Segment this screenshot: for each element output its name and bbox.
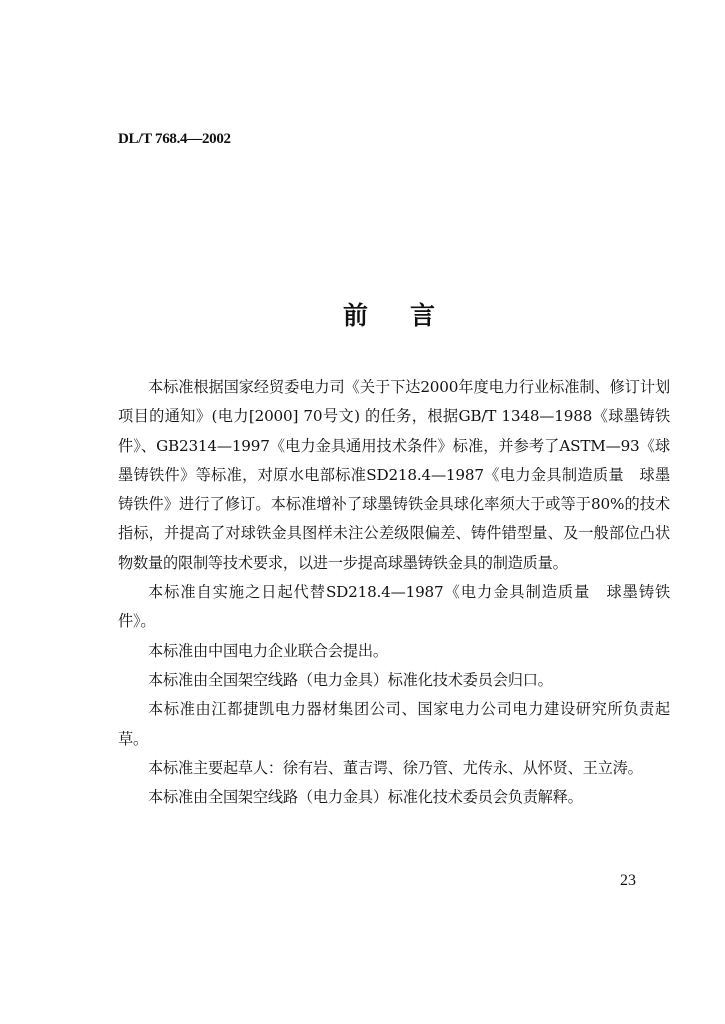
title-char-2: 言 [410, 301, 436, 330]
title-char-1: 前 [343, 301, 369, 330]
paragraph-drafted-by: 本标准由江都捷凯电力器材集团公司、国家电力公司电力建设研究所负责起草。 [118, 700, 670, 748]
paragraph-centralized-by: 本标准由全国架空线路（电力金具）标准化技术委员会归口。 [148, 670, 553, 689]
foreword-body [118, 373, 670, 812]
section-title [343, 296, 435, 332]
page-number: 23 [620, 872, 636, 889]
paragraph-basis: 本标准根据国家经贸委电力司《关于下达2000年度电力行业标准制、修订计划项目的通知》(电力[2000] 70号文) 的任务，根据GB/T 1348—1988《球墨铸铁件》、GB2314—1997《电力金具通用技术条件》标准，并参考了ASTM—93《球墨铸铁件》等标准，对原水电部标准SD218.4—1987《电力金具制造质量 球墨铸铁件》进行了修订。本标准增补了球墨铸铁金具球化率须大于或等于80%的技术指标，并提高了对球铁金具图样未注公差级限偏差、铸件错型量、及一般部位凸状物数量的限制等技术要求，以进一步提高球墨铸铁金具的制造质量。 [118, 378, 670, 572]
paragraph-replaces: 本标准自实施之日起代替SD218.4—1987《电力金具制造质量 球墨铸铁件》。 [118, 583, 670, 631]
paragraph-proposed-by: 本标准由中国电力企业联合会提出。 [148, 641, 388, 660]
paragraph-drafters: 本标准主要起草人：徐有岩、董吉谔、徐乃管、尤传永、从怀贤、王立涛。 [148, 758, 643, 777]
paragraph-interpretation: 本标准由全国架空线路（电力金具）标准化技术委员会负责解释。 [148, 788, 583, 807]
document-code: DL/T 768.4—2002 [118, 131, 231, 147]
